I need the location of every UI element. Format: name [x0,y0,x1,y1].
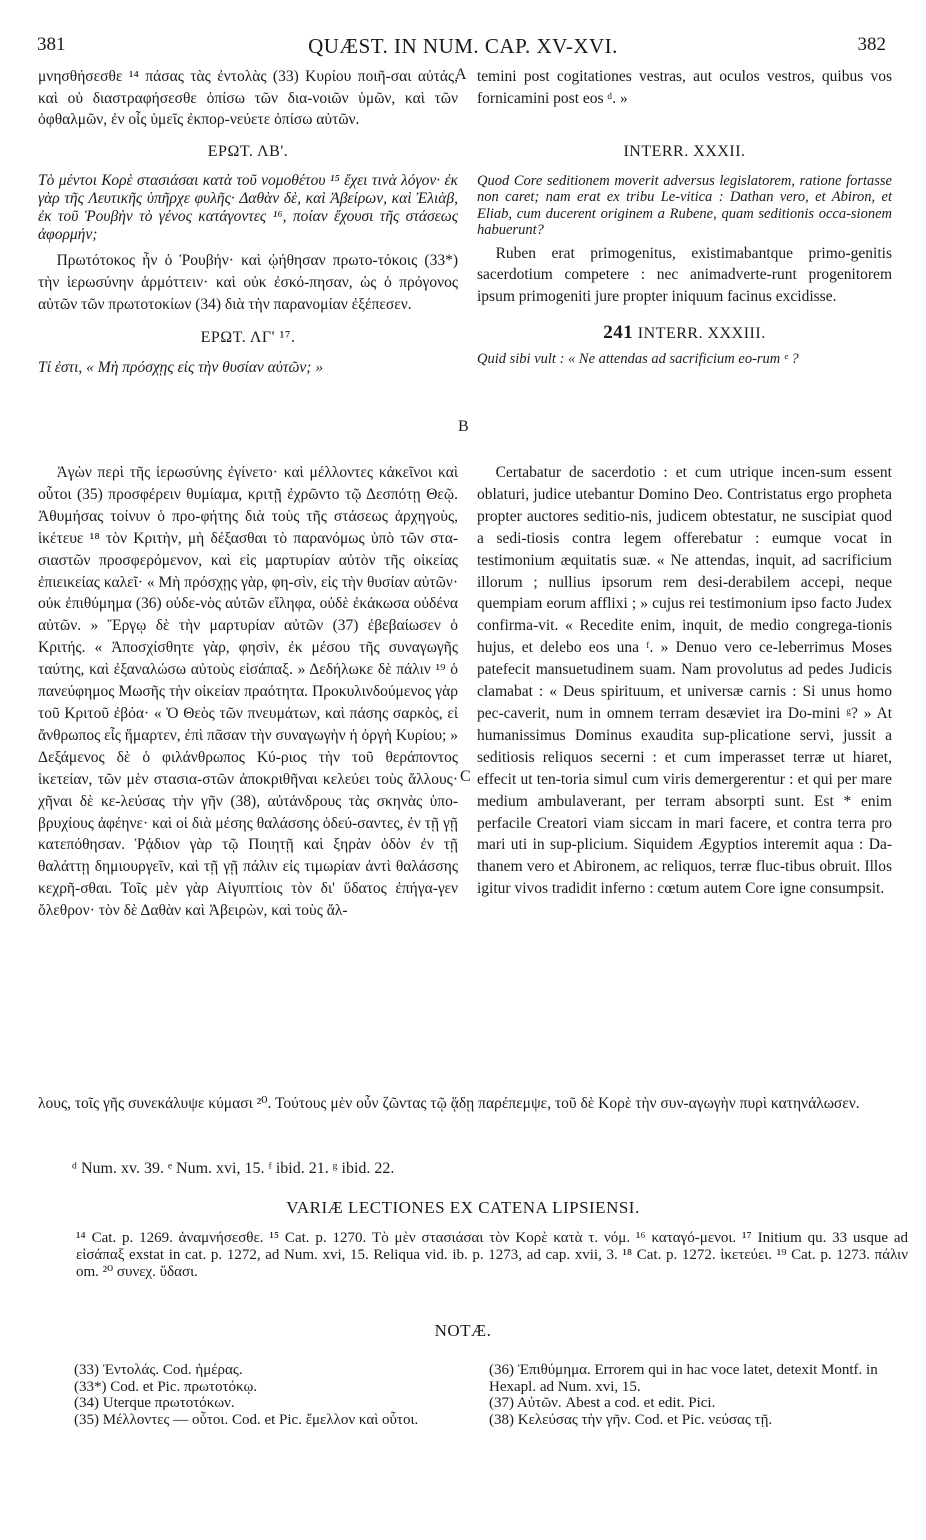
greek-paragraph-ending [38,1093,890,1114]
note-34: (34) Uterque πρωτοτόκων. [74,1395,235,1411]
latin-question-heading-33-text: INTERR. XXXIII. [637,324,766,342]
note-38: (38) Κελεύσας τὴν γῆν. Cod. et Pic. νεύσας τῇ. [489,1411,773,1428]
page-number-right: 382 [857,34,886,55]
greek-answer-32: Πρωτότοκος ἦν ὁ Ῥουβήν· καὶ ᾠήθησαν πρωτο-τόκοις (33*) τὴν ἱερωσύνην ἁρμόττειν· καὶ οὐκ ἐσκό-πησαν, ὡς ὁ πρόγονος αὐτῶν τῶν πρωτοτοκίων (34) διὰ τὴν παρανομίαν ἐξέπεσεν. [38,252,458,313]
notae-right-column [489,1362,909,1428]
latin-answer-33: Certabatur de sacerdotio : et cum utrique incen-sum essent oblaturi, judice utebantur Domino Deo. Contristatus ergo propheta propter auctores seditio-nis, judicem obtestatur, ne suscipiat quod a sedi-tiosis contra legem offerebatur : eumque vocat in testimonium æquitatis suæ. « Ne attendas, inquit, ad sacrificium illorum ; nullius ipsorum rem desi-derabilem accepi, neque quempiam eorum afflixi ; » cujus rei testimonium ipso facto Judex confirma-vit. « Recedite enim, inquit, de medio congrega-tionis hujus, et delebo eos una ᶠ. » Denuo vero ce-leberrimus Moses patefecit mansuetudinem suam. Nam provolutus ad pedes Judicis clamabat : « Deus spirituum, et universæ carnis : Si unus homo pec-caverit, num in omnem terram desæviet ira Do-mini ᵍ? » At humanissimus Dominus exaudita sup-plicatione servi, jussit a seditiosis reliquos secerni : et cum imperasset terræ ut hiaret, effecit ut ten-toria simul cum viris demergerentur : et qui per mare medium ambulaverant, per terram absorpti sunt. Est * enim perfacile Creatori viam siccam in mari facere, et contra terra pro mari uti in sup-plicium. Siquidem Ægyptios interemit aqua : Da-thanem vero et Abironem, ac reliquos, terræ fluc-tibus obruit. Illos igitur vivos tradidit inferno : cœtum autem Core igne consumpsit. [477,464,892,898]
note-37: (37) Αὐτῶν. Abest a cod. et edit. Pici. [489,1395,716,1411]
greek-question-33: Τί ἐστι, « Μὴ πρόσχῃς εἰς τὴν θυσίαν αὐτῶν; » [38,358,324,376]
running-header [0,34,926,62]
greek-question-heading-33: ΕΡΩΤ. ΛΓ' ¹⁷. [200,329,296,347]
greek-question-heading-32: ΕΡΩΤ. ΛΒ'. [207,142,289,160]
margin-letter-b: B [458,418,469,435]
note-33: (33) Ἐντολάς. Cod. ἡμέρας. [74,1362,243,1378]
greek-paragraph-1: μνησθήσεσθε ¹⁴ πάσας τὰς ἐντολὰς (33) Κυρίου ποιῆ-σαι αὐτάς, καὶ οὐ διαστραφήσεσθε ὀπίσω τῶν δια-νοιῶν ὑμῶν, καὶ τῶν ὀφθαλμῶν, ἐν οἷς ὑμεῖς ἐκπορ-νεύετε ὀπίσω αὐτῶν. [38,68,458,129]
margin-letter-a: A [455,66,467,83]
latin-column-top [477,66,892,368]
page-number-left: 381 [37,34,66,55]
latin-answer-32: Ruben erat primogenitus, existimabantque primo-genitis sacerdotium competere : nec animadverte-runt progenitorem ipsum primogeniti jure propter iniquum facinus excidisse. [477,244,892,305]
notae-left-column [74,1362,474,1428]
greek-answer-33: Ἀγὼν περὶ τῆς ἱερωσύνης ἐγίνετο· καὶ μέλλοντες κἀκεῖνοι καὶ οὗτοι (35) προσφέρειν θυμίαμα, κριτῇ ἐχρῶντο τῷ Δεσπότῃ Θεῷ. Ἀθυμήσας τοίνυν ὁ προ-φήτης διὰ τοὺς τῆς στάσεως ἀρχηγοὺς, ἱκέτευε ¹⁸ τὸν Κριτὴν, μὴ δέξασθαι τὸ παρανόμως ὑπὸ τῶν στα-σιαστῶν προσφερόμενον, καὶ εἰς μαρτυρίαν αὐτὸν τῆς οἰκείας ἐπιεικείας καλεῖ· « Μὴ πρόσχῃς γὰρ, φη-σὶν, εἰς τὴν θυσίαν αὐτῶν· οὐκ ἐπιθύμημα (36) οὐδε-νὸς αὐτῶν εἴληφα, οὐδὲ ἐκάκωσα οὐδένα αὐτῶν. » Ἔργῳ δὲ τὴν μαρτυρίαν αὐτῶν (37) ἐβεβαίωσεν ὁ Κριτής. « Ἀποσχίσθητε γὰρ, φησὶν, ἐκ μέσου τῆς συναγωγῆς ταύτης, καὶ ἐξαναλώσω αὐτοὺς εἰσάπαξ. » Δεδήλωκε δὲ πάλιν ¹⁹ ὁ πανεύφημος Μωσῆς τὴν οἰκείαν πραότητα. Προκυλινδούμενος γὰρ τοῦ Κριτοῦ ἐβόα· « Ὁ Θεὸς τῶν πνευμάτων, καὶ πάσης σαρκὸς, εἰ ἄνθρωπος εἷς ἥμαρτεν, ἐπὶ πᾶσαν τὴν συναγωγὴν ἡ ὀργὴ Κυρίου; » Δεξάμενος δὲ ὁ φιλάνθρωπος Κύ-ριος τὴν τοῦ θεράποντος ἱκετείαν, τῶν μὲν στασια-στῶν ἀποκριθῆναι κελεύει τοὺς ἄλλους· χῆναι δὲ κε-λεύσας τὴν γῆν (38), αὐτάνδρους τὰς σκηνὰς ὑπο-βρυχίους ἀφέηνε· καὶ οἱ διὰ μέσης θαλάσσης ὁδεύ-σαντες, ἐν τῇ γῇ κατεπόθησαν. Ῥᾴδιον γὰρ τῷ Ποιητῇ καὶ ξηρὰν ὁδὸν ἐν τῇ θαλάττῃ δημιουργεῖν, καὶ τῇ γῇ πάλιν εἰς τιμωρίαν ἀντὶ θαλάσσης κεχρῆ-σθαι. Τοῖς μὲν γὰρ Αἰγυπτίοις τὸν δι' ὕδατος ἐπήγα-γεν ὄλεθρον· τὸν δὲ Δαθὰν καὶ Ἀβειρὼν, καὶ τοὺς ἄλ- [38,464,458,920]
greek-question-32: Τὸ μέντοι Κορὲ στασιάσαι κατὰ τοῦ νομοθέτου ¹⁵ ἔχει τινὰ λόγον· ἐκ γὰρ τῆς Λευτικῆς ὑπῆρχε φυλῆς· Δαθὰν δὲ, καὶ Ἀβείρων, καὶ Ἐλιὰβ, ἐκ τοῦ Ῥουβὴν τὸ γένος κατάγοντες ¹⁶, ποίαν ἔχουσι τῆς στάσεως ἀφορμήν; [38,172,458,244]
margin-letter-c: C [460,768,471,785]
footnote-references: ᵈ Num. xv. 39. ᵉ Num. xvi, 15. ᶠ ibid. 21. ᵍ ibid. 22. [72,1160,395,1177]
column-number: 241 [603,321,634,343]
latin-question-heading-32: INTERR. XXXII. [623,143,746,161]
greek-answer-33-end: λους, τοῖς γῆς συνεκάλυψε κύμασι ²⁰. Τούτους μὲν οὖν ζῶντας τῷ ᾅδῃ παρέπεμψε, τοῦ δὲ Κορὲ τὴν συν-αγωγὴν πυρὶ κατηνάλωσεν. [38,1095,860,1112]
latin-question-32: Quod Core seditionem moverit adversus legislatorem, ratione fortasse non caret; nam erat ex tribu Le-vitica : Dathan vero, et Abiron, et Eliab, cum ducerent originem a Rubene, quam seditionis occa-sionem habuerunt? [477,172,892,239]
greek-column-top [38,66,458,378]
running-title: QUÆST. IN NUM. CAP. XV-XVI. [308,34,618,58]
varia-lectiones-text: ¹⁴ Cat. p. 1269. ἀναμνήσεσθε. ¹⁵ Cat. p. 1270. Τὸ μὲν στασιάσαι τὸν Κορὲ κατὰ τ. νόμ. ¹⁶ καταγό-μενοι. ¹⁷ Initium qu. 33 usque ad εἰσάπαξ exstat in cat. p. 1272, ad Num. xvi, 15. Reliqua vid. ib. p. 1273, ad cap. xvii, 3. ¹⁸ Cat. p. 1272. ἱκετεύει. ¹⁹ Cat. p. 1273. πάλιν om. ²⁰ συνεχ. ὕδασι. [76,1230,908,1280]
latin-question-heading-33 [477,322,892,345]
note-35: (35) Μέλλοντες — οὗτοι. Cod. et Pic. ἔμελλον καὶ οὗτοι. [74,1411,419,1428]
note-36: (36) Ἐπιθύμημα. Errorem qui in hac voce latet, detexit Montf. in Hexapl. ad Num. xvi, 15. [489,1362,878,1395]
note-33-star: (33*) Cod. et Pic. πρωτοτόκῳ. [74,1378,258,1395]
latin-column-body [477,462,892,900]
greek-column-body [38,462,458,922]
notae-heading: NOTÆ. [434,1321,492,1340]
varia-heading: VARIÆ LECTIONES EX CATENA LIPSIENSI. [286,1198,640,1217]
latin-paragraph-1: temini post cogitationes vestras, aut oculos vestros, quibus vos fornicamini post eos ᵈ. » [477,68,892,107]
latin-question-33: Quid sibi vult : « Ne attendas ad sacrificium eo-rum ᵉ ? [477,351,799,368]
